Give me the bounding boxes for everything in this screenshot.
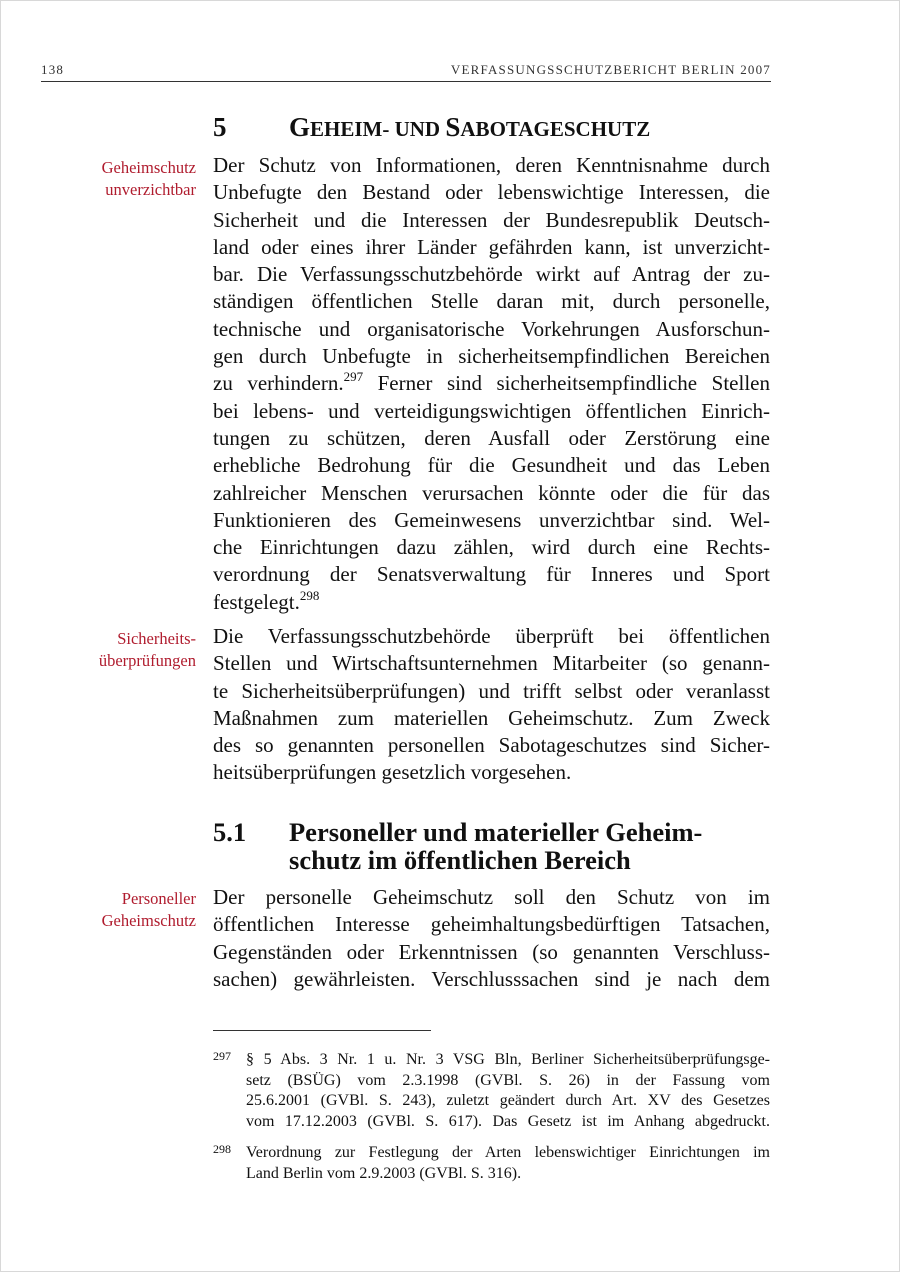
subsection-title-line: Personeller und materieller Geheim- <box>289 817 703 847</box>
text-line <box>213 589 770 616</box>
footnote-text <box>246 1143 770 1184</box>
text-line: erhebliche Bedrohung für die Gesundheit und das Leben <box>213 453 770 478</box>
text-line: te Sicherheitsüberprüfungen) und trifft selbst oder veranlasst <box>213 678 770 703</box>
text-line: sachen) gewährleisten. Verschlusssachen sind je nach dem <box>213 966 770 991</box>
text-line: verordnung der Senatsverwaltung für Inneres und Sport <box>213 562 770 587</box>
text-line: § 5 Abs. 3 Nr. 1 u. Nr. 3 VSG Bln, Berliner Sicherheitsüberprüfungsge- <box>246 1051 770 1068</box>
margin-note-geheimschutz <box>40 157 196 201</box>
text-line: heitsüberprüfungen gesetzlich vorgesehen. <box>213 760 572 785</box>
text-line: Der personelle Geheimschutz soll den Schutz von im <box>213 885 770 909</box>
text-line: ständigen öffentlichen Stelle daran mit, durch personelle, <box>213 289 770 314</box>
text-line: che Einrichtungen dazu zählen, wird durch eine Rechts- <box>213 535 770 560</box>
text-line: tungen zu schützen, deren Ausfall oder Zerstörung eine <box>213 425 770 450</box>
margin-note-line: Personeller <box>121 889 196 908</box>
text-line: Maßnahmen zum materiellen Geheimschutz. Zum Zweck <box>213 705 770 730</box>
footnote-text <box>246 1050 770 1132</box>
text-line: gen durch Unbefugte in sicherheitsempfindlichen Bereichen <box>213 344 770 369</box>
text-line: bar. Die Verfassungsschutzbehörde wirkt auf Antrag der zu- <box>213 262 770 287</box>
text-line: 25.6.2001 (GVBl. S. 243), zuletzt geändert durch Art. XV des Gesetzes <box>246 1092 770 1109</box>
text-line: setz (BSÜG) vom 2.3.1998 (GVBl. S. 26) in der Fassung vom <box>246 1071 770 1089</box>
section-title-part: S <box>445 112 461 142</box>
text-line: land oder eines ihrer Länder gefährden kann, ist unverzicht- <box>213 234 770 259</box>
subsection-title-line: schutz im öffentlichen Bereich <box>289 845 631 875</box>
subsection-title <box>289 818 702 874</box>
text-line: technische und organisatorische Vorkehrungen Ausforschun- <box>213 316 770 341</box>
footnote-number: 298 <box>213 1142 231 1156</box>
text-line: Die Verfassungsschutzbehörde überprüft bei öffentlichen <box>213 624 770 648</box>
footnote-separator <box>213 1030 431 1031</box>
section-title-part: G <box>289 112 311 142</box>
margin-note-sicherheitsueberpruefungen <box>40 628 196 672</box>
text-line: Verordnung zur Festlegung der Arten lebenswichtiger Einrichtungen im <box>246 1144 770 1161</box>
text-line: Unbefugte den Bestand oder lebenswichtige Interessen, die <box>213 180 770 205</box>
page-number: 138 <box>41 62 65 77</box>
section-title-part: ABOTAGESCHUTZ <box>460 117 651 141</box>
margin-note-line: Geheimschutz <box>101 158 196 177</box>
margin-note-line: überprüfungen <box>98 651 196 670</box>
section-heading <box>213 112 650 143</box>
running-title: VERFASSUNGSSCHUTZBERICHT BERLIN 2007 <box>450 62 771 77</box>
text-line: des so genannten personellen Sabotageschutzes sind Sicher- <box>213 733 770 758</box>
footnote-ref-298[interactable]: 298 <box>299 587 320 603</box>
section-number: 5 <box>213 112 227 142</box>
paragraph-sicherheitsueberpruefungen <box>213 623 770 787</box>
text-fragment: zu verhindern. <box>213 371 344 396</box>
text-line: Der Schutz von Informationen, deren Kenntnisnahme durch <box>213 153 770 177</box>
text-line: Land Berlin vom 2.9.2003 (GVBl. S. 316). <box>246 1164 522 1182</box>
margin-note-personeller-geheimschutz <box>40 888 196 932</box>
text-line: Sicherheit und die Interessen der Bundesrepublik Deutsch- <box>213 207 770 232</box>
subsection-number: 5.1 <box>213 817 247 847</box>
text-line: bei lebens- und verteidigungswichtigen öffentlichen Einrich- <box>213 398 770 423</box>
footnote-ref-297[interactable]: 297 <box>343 369 364 385</box>
paragraph-personeller-geheimschutz <box>213 884 770 993</box>
margin-note-line: Sicherheits- <box>117 629 196 648</box>
text-line: Funktionieren des Gemeinwesens unverzichtbar sind. Wel- <box>213 507 770 532</box>
paragraph-geheimschutz <box>213 152 770 616</box>
text-line <box>213 370 770 397</box>
margin-note-line: unverzichtbar <box>105 180 196 199</box>
text-line: vom 17.12.2003 (GVBl. S. 617). Das Gesetz ist im Anhang abgedruckt. <box>246 1112 770 1130</box>
running-header <box>41 62 771 82</box>
text-line: Stellen und Wirtschaftsunternehmen Mitarbeiter (so genann- <box>213 651 770 676</box>
section-title-part: - UND <box>382 117 446 141</box>
margin-note-line: Geheimschutz <box>101 911 196 930</box>
footnote-number: 297 <box>213 1049 231 1063</box>
text-line: Gegenständen oder Erkenntnissen (so genannten Verschluss- <box>213 939 770 964</box>
text-fragment: Ferner sind sicherheitsempfindliche Stellen <box>363 371 770 396</box>
text-line: öffentlichen Interesse geheimhaltungsbedürftigen Tatsachen, <box>213 912 770 937</box>
text-fragment: festgelegt. <box>213 589 300 614</box>
section-title-part: EHEIM <box>310 117 383 141</box>
text-line: zahlreicher Menschen verursachen könnte oder die für das <box>213 480 770 505</box>
